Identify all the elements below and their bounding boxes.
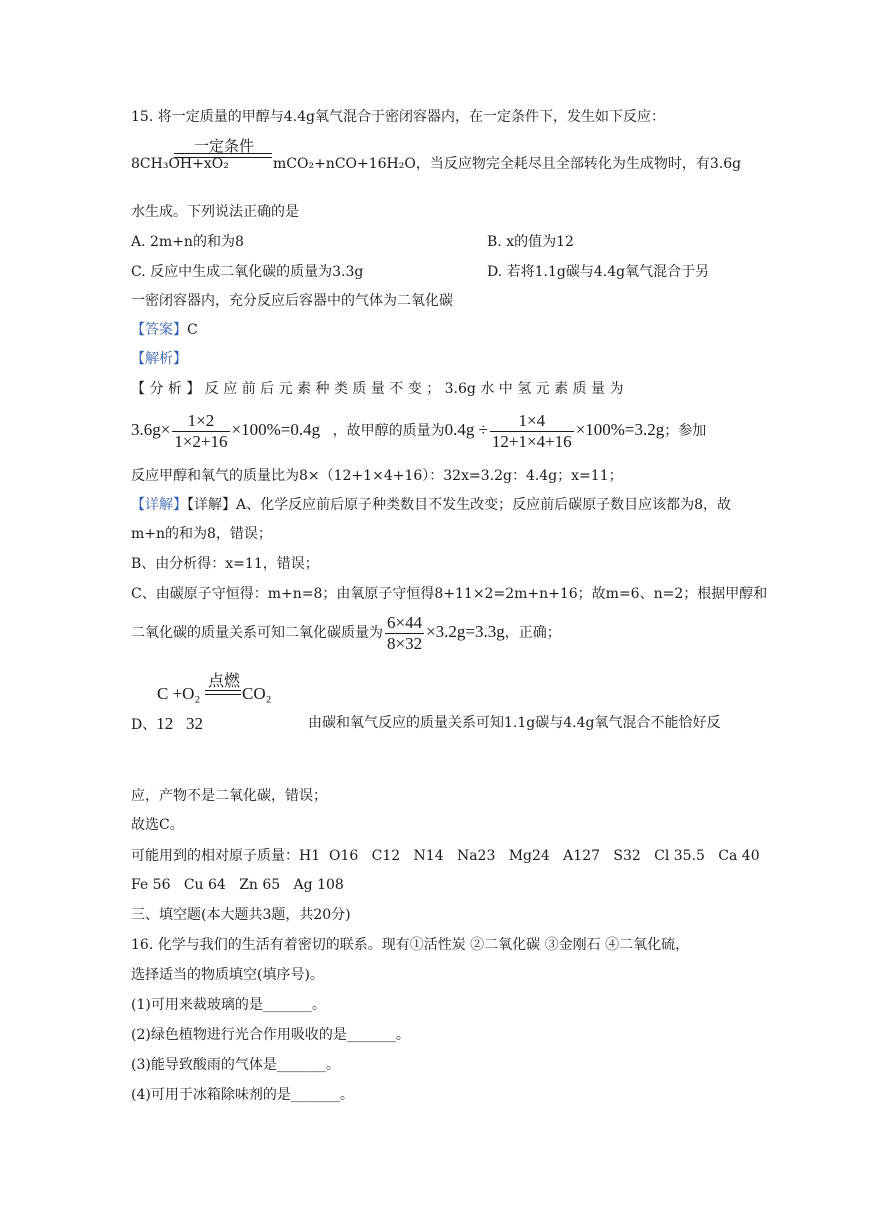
detail-line5 [131, 610, 561, 654]
fraction-co2-den: 8×32 [387, 633, 423, 653]
combustion-left: C +O₂ [157, 684, 201, 703]
fraction-methanol-num: 1×4 [490, 411, 574, 432]
formula-a-lead: 3.6g× [131, 420, 171, 439]
formula-mid-text: ，故甲醇的质量为 [332, 423, 445, 439]
combustion-right: CO₂ [242, 684, 272, 703]
detail5-pre: 二氧化碳的质量关系可知二氧化碳质量为 [131, 625, 383, 641]
q15-stem-line3: 水生成。下列说法正确的是 [131, 204, 299, 220]
fraction-h-num: 1×2 [172, 411, 229, 432]
reaction-reactants: 8CH₃OH+xO₂ [131, 156, 229, 172]
q16-stem-line2: 选择适当的物质填空(填序号)。 [131, 967, 324, 983]
choose-line: 故选C。 [131, 817, 184, 833]
answer-value: C [187, 322, 198, 338]
detail-label: 【详解】 [131, 497, 187, 513]
detail5-end: ，正确； [504, 625, 561, 641]
answer-label-text: 【答案】 [131, 322, 187, 338]
option-d: D. 若将1.1g碳与4.4g氧气混合于另 [487, 264, 710, 280]
reaction-products: mCO₂+nCO+16H₂O，当反应物完全耗尽且全部转化为生成物时，有3.6g [273, 156, 742, 172]
detail5-tail: ×3.2g=3.3g [426, 622, 505, 641]
combustion-condition: 点燃 [208, 671, 241, 690]
option-a: A. 2m+n的和为8 [131, 234, 244, 250]
q16-stem-line1: 16. 化学与我们的生活有着密切的联系。现有①活性炭 ②二氧化碳 ③金刚石 ④二氧化硫， [131, 937, 690, 953]
analysis-head: 【 分 析 】 反 应 前 后 元 素 种 类 质 量 不 变 ； 3.6g 水 中 氢 元 素 质 量 为 [131, 381, 624, 397]
analysis-formula-line [131, 408, 706, 452]
detail-line1 [131, 496, 731, 514]
section-title: 三、填空题(本大题共3题，共20分) [131, 907, 351, 923]
fraction-h-ratio [172, 411, 229, 452]
fraction-h-den: 1×2+16 [174, 431, 228, 451]
analysis-label: 【解析】 [131, 351, 187, 367]
detail-text1: 【详解】A、化学反应前后原子种类数目不发生改变；反应前后碳原子数目应该都为8，故 [187, 497, 732, 513]
detail-line2: m+n的和为8，错误； [131, 526, 272, 542]
d-text-cont: 应，产物不是二氧化碳，错误； [131, 788, 327, 804]
option-d-cont: 一密闭容器内，充分反应后容器中的气体为二氧化碳 [131, 293, 453, 309]
formula-b-tail: ×100%=3.2g [575, 420, 665, 439]
formula-end-text: ；参加 [664, 423, 707, 439]
option-b: B. x的值为12 [487, 234, 574, 250]
detail-line3: B、由分析得：x=11，错误； [131, 556, 319, 572]
d-text: 由碳和氧气反应的质量关系可知1.1g碳与4.4g氧气混合不能恰好反 [308, 715, 721, 731]
fraction-methanol-den: 12+1×4+16 [491, 431, 572, 451]
q16-sub3: (3)能导致酸雨的气体是_______。 [131, 1057, 340, 1073]
atomic-masses-2: Fe 56 Cu 64 Zn 65 Ag 108 [131, 877, 344, 893]
d-masses: 12 32 [156, 714, 203, 733]
d-line [131, 714, 203, 735]
formula-b-lead: 0.4g ÷ [444, 420, 488, 439]
q16-sub1: (1)可用来裁玻璃的是_______。 [131, 997, 326, 1013]
reaction-condition: 一定条件 [194, 137, 255, 155]
q16-sub2: (2)绿色植物进行光合作用吸收的是_______。 [131, 1027, 410, 1043]
fraction-methanol [490, 411, 574, 452]
fraction-co2-num: 6×44 [387, 612, 423, 632]
formula-a-tail: ×100%=0.4g [231, 420, 321, 439]
option-c: C. 反应中生成二氧化碳的质量为3.3g [131, 264, 364, 280]
analysis-line3: 反应甲醇和氧气的质量比为8×（12+1×4+16）：32x=3.2g：4.4g；x=11； [131, 468, 623, 484]
d-label: D、 [131, 717, 157, 733]
answer-label [131, 321, 198, 339]
q16-sub4: (4)可用于冰箱除味剂的是_______。 [131, 1087, 354, 1103]
q15-stem-line1: 15. 将一定质量的甲醇与4.4g氧气混合于密闭容器内，在一定条件下，发生如下反应： [131, 109, 665, 125]
combustion-arrow [205, 690, 241, 695]
fraction-co2 [385, 613, 424, 654]
detail-line4: C、由碳原子守恒得：m+n=8；由氧原子守恒得8+11×2=2m+n+16；故m=6、n=2；根据甲醇和 [131, 586, 768, 602]
atomic-masses-1: 可能用到的相对原子质量：H1 O16 C12 N14 Na23 Mg24 A127 S32 Cl 35.5 Ca 40 [131, 848, 760, 864]
